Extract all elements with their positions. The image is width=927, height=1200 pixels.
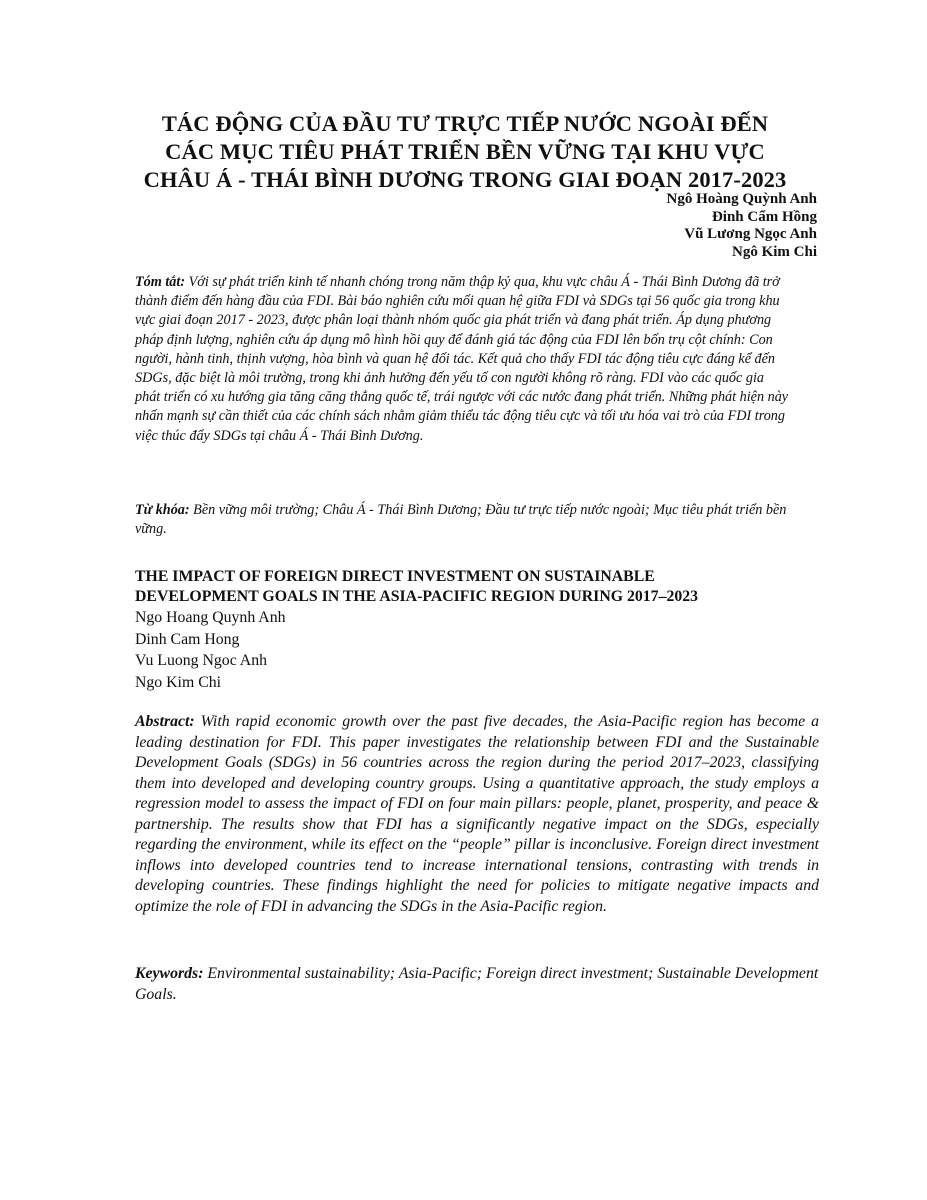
vietnamese-title-line: CHÂU Á - THÁI BÌNH DƯƠNG TRONG GIAI ĐOẠN 2017-2023 xyxy=(143,167,787,192)
vietnamese-author: Ngô Kim Chi xyxy=(731,243,817,260)
vietnamese-author-list xyxy=(667,191,817,261)
vietnamese-title-line: CÁC MỤC TIÊU PHÁT TRIỂN BỀN VỮNG TẠI KHU VỰC xyxy=(165,139,765,164)
english-author-list xyxy=(135,607,286,693)
english-abstract-label: Abstract: xyxy=(135,713,195,730)
vietnamese-author: Đinh Cẩm Hồng xyxy=(711,208,817,225)
english-keywords-text: Environmental sustainability; Asia-Pacific; Foreign direct investment; Sustainable Development Goals. xyxy=(135,965,819,1003)
vietnamese-abstract-label: Tóm tắt: xyxy=(135,274,186,290)
vietnamese-keywords-label: Từ khóa: xyxy=(135,502,190,518)
vietnamese-abstract xyxy=(135,273,790,446)
vietnamese-keywords xyxy=(135,501,790,539)
english-author: Ngo Hoang Quynh Anh xyxy=(135,609,286,626)
english-title xyxy=(135,567,825,606)
english-author: Vu Luong Ngoc Anh xyxy=(135,652,267,669)
vietnamese-title-line: TÁC ĐỘNG CỦA ĐẦU TƯ TRỰC TIẾP NƯỚC NGOÀI ĐẾN xyxy=(161,111,769,136)
vietnamese-author: Ngô Hoàng Quỳnh Anh xyxy=(666,191,817,207)
vietnamese-title xyxy=(110,110,820,194)
english-keywords-label: Keywords: xyxy=(135,965,204,982)
vietnamese-abstract-text: Với sự phát triển kinh tế nhanh chóng trong năm thập kỷ qua, khu vực châu Á - Thái Bình Dương đã trở thành điểm đến hàng đầu của FDI. Bài báo nghiên cứu mối quan hệ giữa FDI và SDGs tại 56 quốc gia trong khu vực giai đoạn 2017 - 2023, được phân loại thành nhóm quốc gia phát triển và đang phát triển. Áp dụng phương pháp định lượng, nghiên cứu áp dụng mô hình hồi quy để đánh giá tác động của FDI lên bốn trụ cột chính: Con người, hành tinh, thịnh vượng, hòa bình và quan hệ đối tác. Kết quả cho thấy FDI tác động tiêu cực đáng kể đến SDGs, đặc biệt là môi trường, trong khi ảnh hưởng đến yếu tố con người không rõ ràng. FDI vào các quốc gia phát triển có xu hướng gia tăng căng thẳng quốc tế, trái ngược với các nước đang phát triển. Những phát hiện này nhấn mạnh sự cần thiết của các chính sách nhằm giảm thiểu tác động tiêu cực và tối ưu hóa vai trò của FDI trong việc thúc đẩy SDGs tại châu Á - Thái Bình Dương. xyxy=(135,274,789,444)
english-keywords xyxy=(135,964,825,1005)
english-author: Dinh Cam Hong xyxy=(135,630,240,648)
english-abstract-text: With rapid economic growth over the past five decades, the Asia-Pacific region has become a leading destination for FDI. This paper investigates the relationship between FDI and the Sustainable Development Goals (SDGs) in 56 countries across the region during the period 2017–2023, classifying them into developed and developing country groups. Using a quantitative approach, the study employs a regression model to assess the impact of FDI on four main pillars: people, planet, prosperity, and peace & partnership. The results show that FDI has a significantly negative impact on the SDGs, especially regarding the environment, while its effect on the “people” pillar is inconclusive. Foreign direct investment inflows into developed countries tend to increase international tensions, contrasting with trends in developing countries. These findings highlight the need for policies to mitigate negative impacts and optimize the role of FDI in advancing the SDGs in the Asia-Pacific region. xyxy=(135,713,819,915)
english-title-line: THE IMPACT OF FOREIGN DIRECT INVESTMENT ON SUSTAINABLE xyxy=(135,568,655,585)
english-abstract xyxy=(135,712,819,917)
vietnamese-keywords-text: Bền vững môi trường; Châu Á - Thái Bình Dương; Đầu tư trực tiếp nước ngoài; Mục tiêu phát triển bền vững. xyxy=(135,502,787,538)
vietnamese-author: Vũ Lương Ngọc Anh xyxy=(684,226,817,242)
english-author: Ngo Kim Chi xyxy=(135,673,222,691)
english-title-line: DEVELOPMENT GOALS IN THE ASIA-PACIFIC REGION DURING 2017–2023 xyxy=(135,587,699,605)
